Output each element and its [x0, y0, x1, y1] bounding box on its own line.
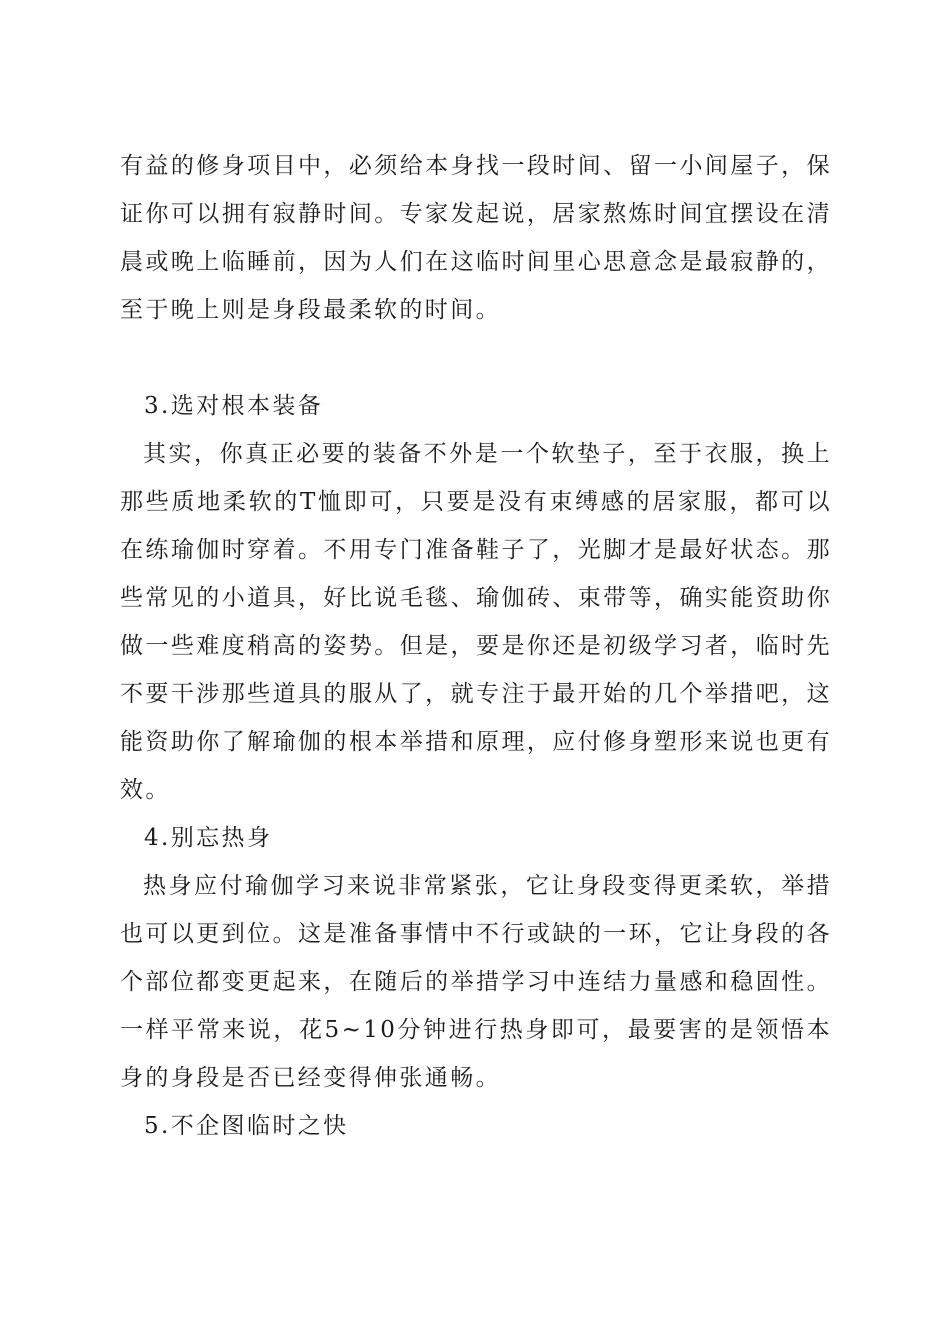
paragraph-quiet-time: 有益的修身项目中，必须给本身找一段时间、留一小间屋子，保证你可以拥有寂静时间。专家发起说，居家熬炼时间宜摆设在清晨或晚上临睡前，因为人们在这临时间里心思意念是最寂静的，至于晚上则是身段最柔软的时间。 — [120, 153, 832, 323]
section-heading-5: 5.不企图临时之快 — [144, 1113, 349, 1139]
paragraph-equipment: 其实，你真正必要的装备不外是一个软垫子，至于衣服，换上那些质地柔软的T恤即可，只要是没有束缚感的居家服，都可以在练瑜伽时穿着。不用专门准备鞋子了，光脚才是最好状态。那些常见的小道具，好比说毛毯、瑜伽砖、束带等，确实能资助你做一些难度稍高的姿势。但是，要是你还是初级学习者，临时先不要干涉那些道具的服从了，就专注于最开始的几个举措吧，这能资助你了解瑜伽的根本举措和原理，应付修身塑形来说也更有效。 — [120, 441, 832, 803]
section-heading-3: 3.选对根本装备 — [144, 393, 324, 419]
paragraph-spacer — [120, 334, 832, 382]
section-heading-4: 4.别忘热身 — [144, 825, 273, 851]
paragraph-warmup: 热身应付瑜伽学习来说非常紧张，它让身段变得更柔软，举措也可以更到位。这是准备事情中不行或缺的一环，它让身段的各个部位都变更起来，在随后的举措学习中连结力量感和稳固性。一样平常来说，花5~10分钟进行热身即可，最要害的是领悟本身的身段是否已经变得伸张通畅。 — [120, 873, 832, 1091]
document-body — [120, 142, 832, 1150]
